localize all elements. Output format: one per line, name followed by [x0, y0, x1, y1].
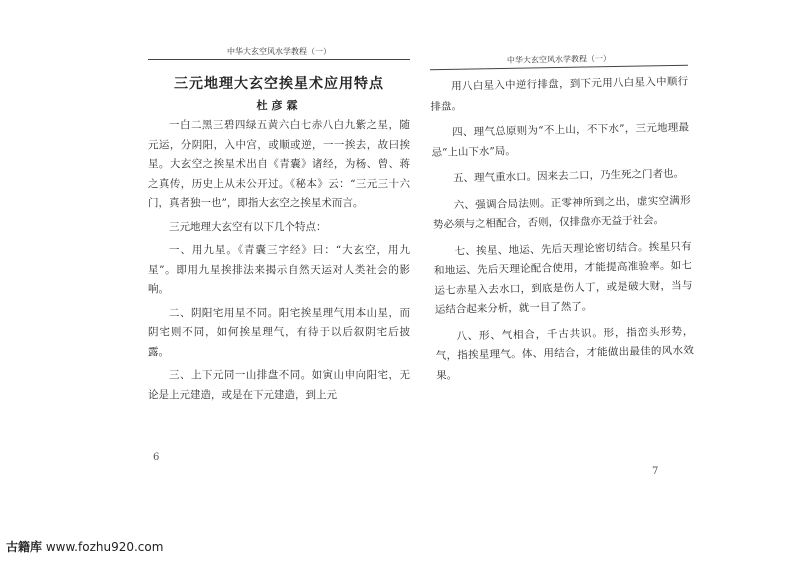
paragraph: 七、挨星、地运、先后天理论密切结合。挨星只有和地运、先后天理论配合使用，才能提高准验率。如七运七赤星入去水口，到底是伤人丁，或是破大财，当与运结合起来分析，就一目了然了。 — [433, 240, 693, 316]
left-page-body — [148, 116, 410, 409]
right-page-body — [430, 73, 695, 393]
article-author: 杜彦霖 — [256, 99, 302, 112]
watermark-brand: 古籍库 — [6, 540, 43, 554]
paragraph: 一白二黑三碧四绿五黄六白七赤八白九紫之星，随元运，分阴阳，入中宫，或顺或逆，一一挨去，故曰挨星。大玄空之挨星术出自《青囊》诸经，为杨、曾、蒋之真传，历史上从未公开过。《秘本》云：“三元三十六门，真者独一也”，即指大玄空之挨星术而言。 — [148, 119, 410, 209]
paragraph: 五、理气重水口。因来去二口，乃生死之门者也。 — [452, 167, 685, 185]
paragraph: 三、上下元同一山排盘不同。如寅山申向阳宅，无论是上元建造，或是在下元建造，到上元 — [148, 369, 410, 401]
paragraph: 八、形、气相合，千古共识。形，指峦头形势，气，指挨星理气。体、用结合，才能做出最佳的风水效果。 — [435, 325, 694, 382]
watermark-footer — [6, 538, 163, 555]
article-title: 三元地理大玄空挨星术应用特点 — [174, 76, 384, 92]
left-page — [148, 0, 410, 530]
watermark-url: www.fozhu920.com — [45, 540, 164, 554]
paragraph: 用八白星入中逆行排盘，到下元用八白星入中顺行排盘。 — [430, 75, 689, 113]
paragraph: 二、阴阳宅用星不同。阳宅挨星理气用本山星，而阴宅则不同，如何挨星理气，有待于以后叙阴宅后披露。 — [148, 306, 410, 358]
paragraph: 四、理气总原则为“不上山，不下水”，三元地理最忌“上山下水”局。 — [431, 121, 690, 159]
paragraph: 六、强调合局法则。正零神所到之出，虚实空满形势必须与之相配合，否则，仅排盘亦无益于社会。 — [432, 194, 691, 231]
left-header-rule — [148, 59, 410, 60]
right-page — [430, 0, 694, 530]
right-page-number: 7 — [652, 466, 659, 477]
paragraph: 三元地理大玄空有以下几个特点： — [169, 220, 327, 233]
left-page-header: 中华大玄空风水学教程（一） — [227, 47, 331, 56]
paragraph: 一、用九星。《青囊三字经》曰：“大玄空，用九星”。即用九星挨排法来揭示自然天运对人类社会的影响。 — [148, 244, 410, 295]
left-page-mark: 6 — [153, 452, 160, 463]
right-page-header: 中华大玄空风水学教程（一） — [506, 54, 612, 65]
